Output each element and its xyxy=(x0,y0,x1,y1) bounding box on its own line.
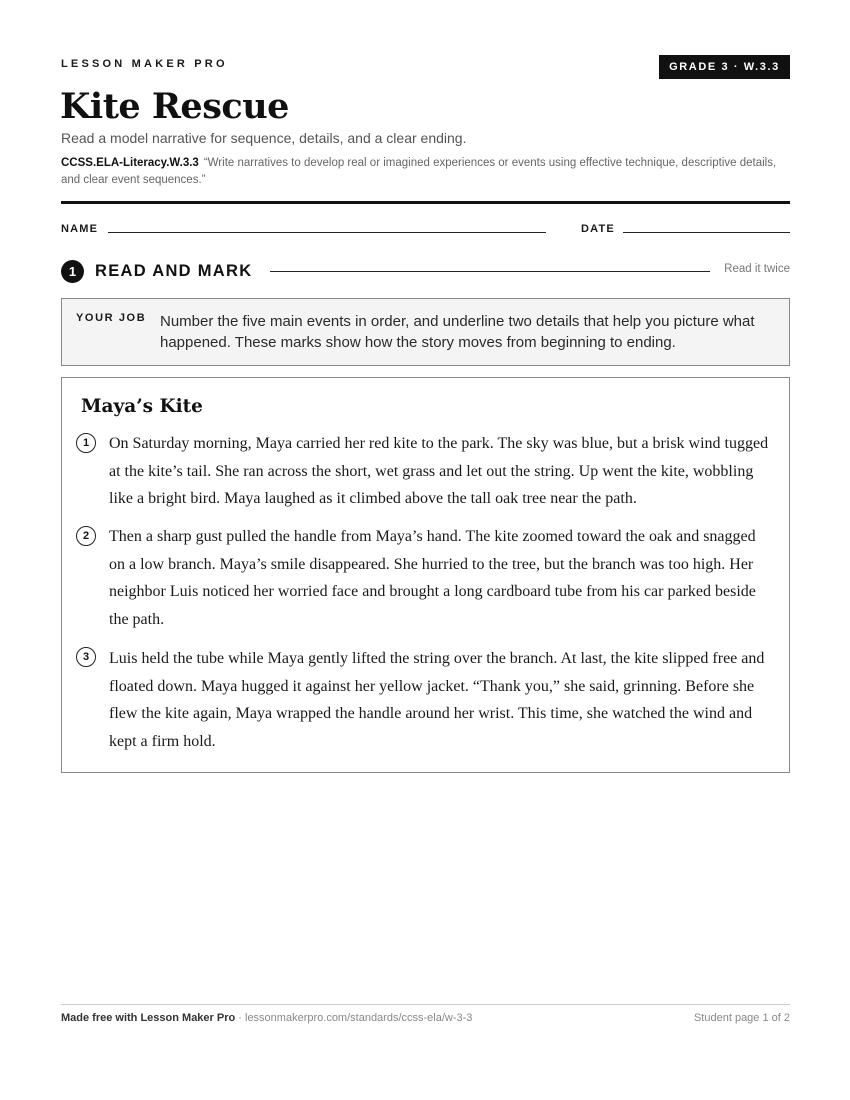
footer-divider xyxy=(61,1004,790,1005)
footer-separator: · xyxy=(235,1012,245,1024)
paragraph-number-1: 1 xyxy=(76,433,96,453)
paragraph-number-2: 2 xyxy=(76,526,96,546)
standard-code: CCSS.ELA-Literacy.W.3.3 xyxy=(61,157,199,169)
standard-description xyxy=(61,155,791,189)
section-divider xyxy=(270,271,710,272)
name-label: NAME xyxy=(61,223,99,235)
instructions-label: YOUR JOB xyxy=(76,312,147,324)
page-title: Kite Rescue xyxy=(60,86,289,127)
section-number-badge: 1 xyxy=(61,260,84,283)
date-label: DATE xyxy=(581,223,615,235)
paragraph-2: Then a sharp gust pulled the handle from Maya’s hand. The kite zoomed toward the oak and snagged on a low branch. Maya’s smile disappeared. She hurried to the tree, but the branch was too high. Her neighbor Luis noticed her worried face and brought a long cardboard tube from his car parked beside the path. xyxy=(109,528,756,629)
standard-text: “Write narratives to develop real or imagined experiences or events using effective technique, descriptive details, and clear event sequences.” xyxy=(61,157,777,186)
passage-title: Maya’s Kite xyxy=(81,396,203,417)
footer-credit xyxy=(61,1012,472,1024)
date-field[interactable] xyxy=(623,232,790,233)
reading-passage xyxy=(61,377,790,773)
footer-made-with: Made free with Lesson Maker Pro xyxy=(61,1012,236,1024)
instructions-text: Number the five main events in order, and underline two details that help you picture what happened. These marks show how the story moves from beginning to ending. xyxy=(160,313,755,351)
section-title: READ AND MARK xyxy=(95,262,253,280)
footer-url[interactable]: lessonmakerpro.com/standards/ccss-ela/w-3-3 xyxy=(245,1012,473,1024)
section-note: Read it twice xyxy=(724,263,790,275)
footer-page-number: Student page 1 of 2 xyxy=(693,1012,790,1024)
paragraph-1: On Saturday morning, Maya carried her red kite to the park. The sky was blue, but a brisk wind tugged at the kite’s tail. She ran across the short, wet grass and let out the string. Up went the kite, wobbling like a bright bird. Maya laughed as it climbed above the tall oak tree near the path. xyxy=(109,435,769,508)
brand-name: LESSON MAKER PRO xyxy=(61,58,228,70)
page-subtitle: Read a model narrative for sequence, details, and a clear ending. xyxy=(61,130,467,146)
name-field[interactable] xyxy=(108,232,546,233)
instructions-box xyxy=(61,298,790,366)
header-divider xyxy=(61,201,790,204)
paragraph-3: Luis held the tube while Maya gently lifted the string over the branch. At last, the kite slipped free and floated down. Maya hugged it against her yellow jacket. “Thank you,” she said, grinning. Before she flew the kite again, Maya wrapped the handle around her wrist. This time, she watched the wind and kept a firm hold. xyxy=(109,650,765,751)
paragraph-number-3: 3 xyxy=(76,647,96,667)
grade-badge: GRADE 3 · W.3.3 xyxy=(659,55,790,79)
